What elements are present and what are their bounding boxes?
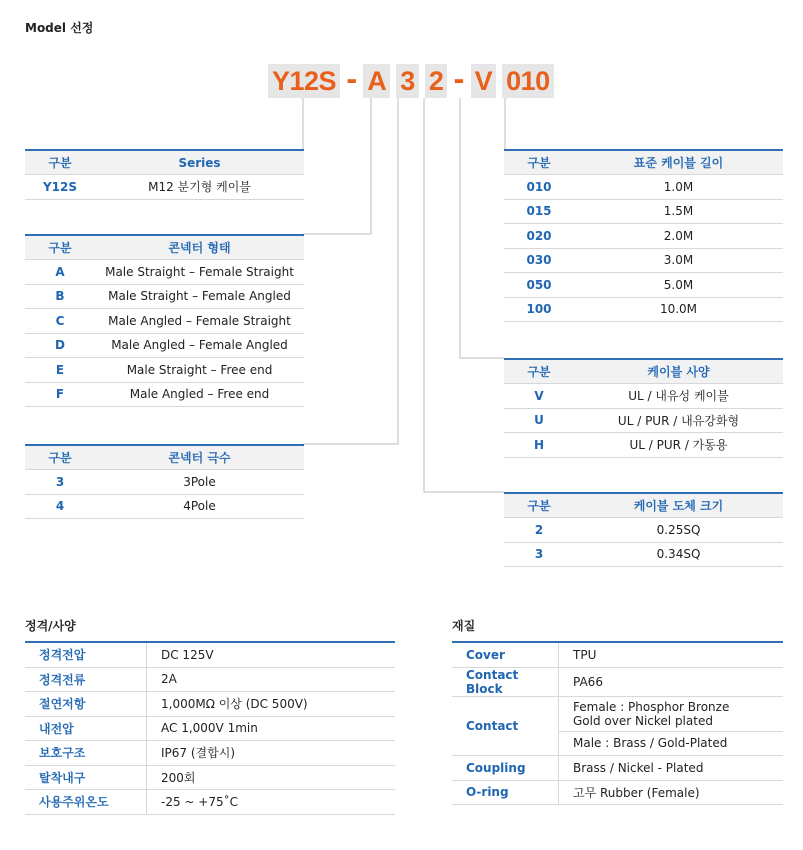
rating-title: 정격/사양 [25, 619, 76, 633]
cell-code: E [25, 358, 95, 383]
cell-value: 3.0M [574, 248, 783, 273]
table-row [504, 273, 783, 298]
table-row [504, 224, 783, 249]
cell-label: 절연저항 [25, 692, 147, 717]
table-row [504, 542, 783, 567]
table-row [25, 642, 395, 667]
code-cable-spec: V [471, 64, 497, 98]
contact-female-line1: Female : Phosphor Bronze [573, 699, 730, 714]
table-row [25, 470, 304, 495]
cell-value: 1.0M [574, 175, 783, 200]
col-header: 구분 [504, 359, 574, 384]
cell-value: IP67 (결합시) [147, 741, 396, 766]
cell-value: Male Straight – Free end [95, 358, 304, 383]
cell-label: 정격전류 [25, 667, 147, 692]
table-row [25, 765, 395, 790]
cell-value: -25 ~ +75˚C [147, 790, 396, 815]
cell-label: 사용주위온도 [25, 790, 147, 815]
table-row [504, 199, 783, 224]
cell-code: 4 [25, 494, 95, 519]
cell-code: 015 [504, 199, 574, 224]
table-row [452, 780, 783, 805]
cell-code: 010 [504, 175, 574, 200]
cell-code: V [504, 384, 574, 409]
cable-spec-table [504, 358, 783, 458]
cell-label: O-ring [452, 780, 559, 805]
cell-label: Contact Block [452, 667, 559, 696]
cell-value: 2.0M [574, 224, 783, 249]
table-row [25, 716, 395, 741]
table-row [504, 433, 783, 458]
table-row [452, 696, 783, 731]
cell-value: 2A [147, 667, 396, 692]
cell-code: U [504, 408, 574, 433]
table-row [452, 642, 783, 667]
cell-label: Coupling [452, 756, 559, 781]
cell-label: 보호구조 [25, 741, 147, 766]
col-header: 구분 [504, 493, 574, 518]
cell-value: 0.25SQ [574, 518, 783, 543]
cell-value: Brass / Nickel - Plated [559, 756, 784, 781]
page-title: Model 선정 [25, 21, 94, 35]
cell-code: 100 [504, 297, 574, 322]
conductor-table [504, 492, 783, 567]
cell-code: C [25, 309, 95, 334]
table-row [25, 790, 395, 815]
cell-value: 1,000MΩ 이상 (DC 500V) [147, 692, 396, 717]
col-header: 표준 케이블 길이 [574, 150, 783, 175]
material-title: 재질 [452, 619, 476, 633]
col-header: 구분 [25, 150, 95, 175]
table-row [25, 175, 304, 200]
rating-table [25, 641, 395, 815]
connector-type-table [25, 234, 304, 407]
cell-value: UL / PUR / 내유강화형 [574, 408, 783, 433]
cell-value: 200회 [147, 765, 396, 790]
cell-value: Male : Brass / Gold-Plated [559, 731, 784, 756]
code-conductor: 2 [425, 64, 448, 98]
col-header: 콘넥터 형태 [95, 235, 304, 260]
cell-code: Y12S [25, 175, 95, 200]
cell-value: AC 1,000V 1min [147, 716, 396, 741]
cell-value: 5.0M [574, 273, 783, 298]
table-row [504, 175, 783, 200]
table-row [25, 358, 304, 383]
cell-value: 10.0M [574, 297, 783, 322]
table-row [452, 667, 783, 696]
table-row [504, 384, 783, 409]
cell-value: Male Straight – Female Straight [95, 260, 304, 285]
cell-code: B [25, 284, 95, 309]
cell-code: 030 [504, 248, 574, 273]
cell-code: 2 [504, 518, 574, 543]
cell-code: H [504, 433, 574, 458]
table-row [504, 248, 783, 273]
code-connector-type: A [363, 64, 390, 98]
cell-value: 0.34SQ [574, 542, 783, 567]
table-row [504, 408, 783, 433]
cell-code: A [25, 260, 95, 285]
cell-value: Male Angled – Female Angled [95, 333, 304, 358]
table-row [25, 667, 395, 692]
table-row [504, 518, 783, 543]
table-row [25, 494, 304, 519]
cell-value: M12 분기형 케이블 [95, 175, 304, 200]
table-row [25, 692, 395, 717]
contact-female-line2: Gold over Nickel plated [573, 713, 713, 728]
col-header: 케이블 도체 크기 [574, 493, 783, 518]
table-row [25, 260, 304, 285]
series-table [25, 149, 304, 200]
code-poles: 3 [396, 64, 419, 98]
length-table [504, 149, 783, 322]
col-header: 케이블 사양 [574, 359, 783, 384]
cell-value: 1.5M [574, 199, 783, 224]
cell-code: 020 [504, 224, 574, 249]
table-row [25, 284, 304, 309]
col-header: 구분 [25, 445, 95, 470]
cell-value: 고무 Rubber (Female) [559, 780, 784, 805]
cell-value: PA66 [559, 667, 784, 696]
cell-value [559, 696, 784, 731]
cell-code: 050 [504, 273, 574, 298]
col-header: 콘넥터 극수 [95, 445, 304, 470]
cell-label: Cover [452, 642, 559, 667]
col-header: 구분 [25, 235, 95, 260]
col-header: Series [95, 150, 304, 175]
cell-value: 3Pole [95, 470, 304, 495]
code-series: Y12S [268, 64, 340, 98]
table-row [25, 741, 395, 766]
cell-value: Male Angled – Female Straight [95, 309, 304, 334]
cell-code: 3 [25, 470, 95, 495]
cell-label: 내전압 [25, 716, 147, 741]
table-row [25, 382, 304, 407]
cell-value: UL / PUR / 가동용 [574, 433, 783, 458]
table-row [25, 309, 304, 334]
cell-value: Male Angled – Free end [95, 382, 304, 407]
material-table [452, 641, 783, 805]
cell-code: D [25, 333, 95, 358]
cell-value: UL / 내유성 케이블 [574, 384, 783, 409]
code-dash: - [453, 65, 465, 96]
code-length: 010 [502, 64, 554, 98]
cell-label: 탈착내구 [25, 765, 147, 790]
cell-value: 4Pole [95, 494, 304, 519]
cell-value: TPU [559, 642, 784, 667]
poles-table [25, 444, 304, 519]
col-header: 구분 [504, 150, 574, 175]
table-row [25, 333, 304, 358]
cell-label: Contact [452, 696, 559, 756]
cell-code: 3 [504, 542, 574, 567]
table-row [504, 297, 783, 322]
cell-code: F [25, 382, 95, 407]
table-row [452, 756, 783, 781]
cell-value: Male Straight – Female Angled [95, 284, 304, 309]
cell-value: DC 125V [147, 642, 396, 667]
code-dash: - [346, 65, 358, 96]
cell-label: 정격전압 [25, 642, 147, 667]
